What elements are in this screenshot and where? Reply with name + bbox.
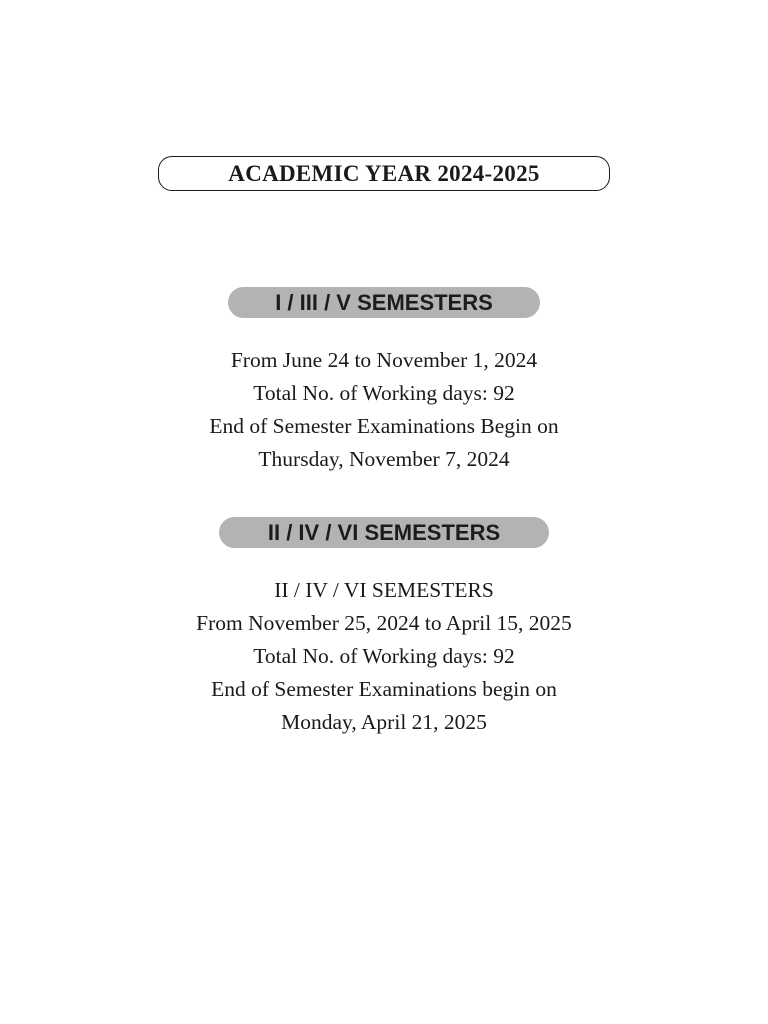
academic-year-title-text: ACADEMIC YEAR 2024-2025 [228,160,540,186]
odd-semesters-details [0,344,768,476]
even-semesters-details [0,574,768,739]
semester-name: II / IV / VI SEMESTERS [274,578,494,602]
academic-year-title [158,156,610,191]
exam-begin-date: Monday, April 21, 2025 [281,710,487,734]
semester-date-range: From June 24 to November 1, 2024 [230,348,538,372]
section-heading-even-semesters [219,517,549,548]
section-heading-odd-semesters [228,287,540,318]
working-days: Total No. of Working days: 92 [253,381,515,405]
semester-date-range: From November 25, 2024 to April 15, 2025 [196,611,572,635]
exam-begin-date: Thursday, November 7, 2024 [258,447,510,471]
exam-begin-label: End of Semester Examinations Begin on [209,414,559,438]
exam-begin-label: End of Semester Examinations begin on [211,677,557,701]
section-heading-text: I / III / V SEMESTERS [275,289,493,315]
working-days: Total No. of Working days: 92 [253,644,515,668]
section-heading-text: II / IV / VI SEMESTERS [267,519,501,545]
